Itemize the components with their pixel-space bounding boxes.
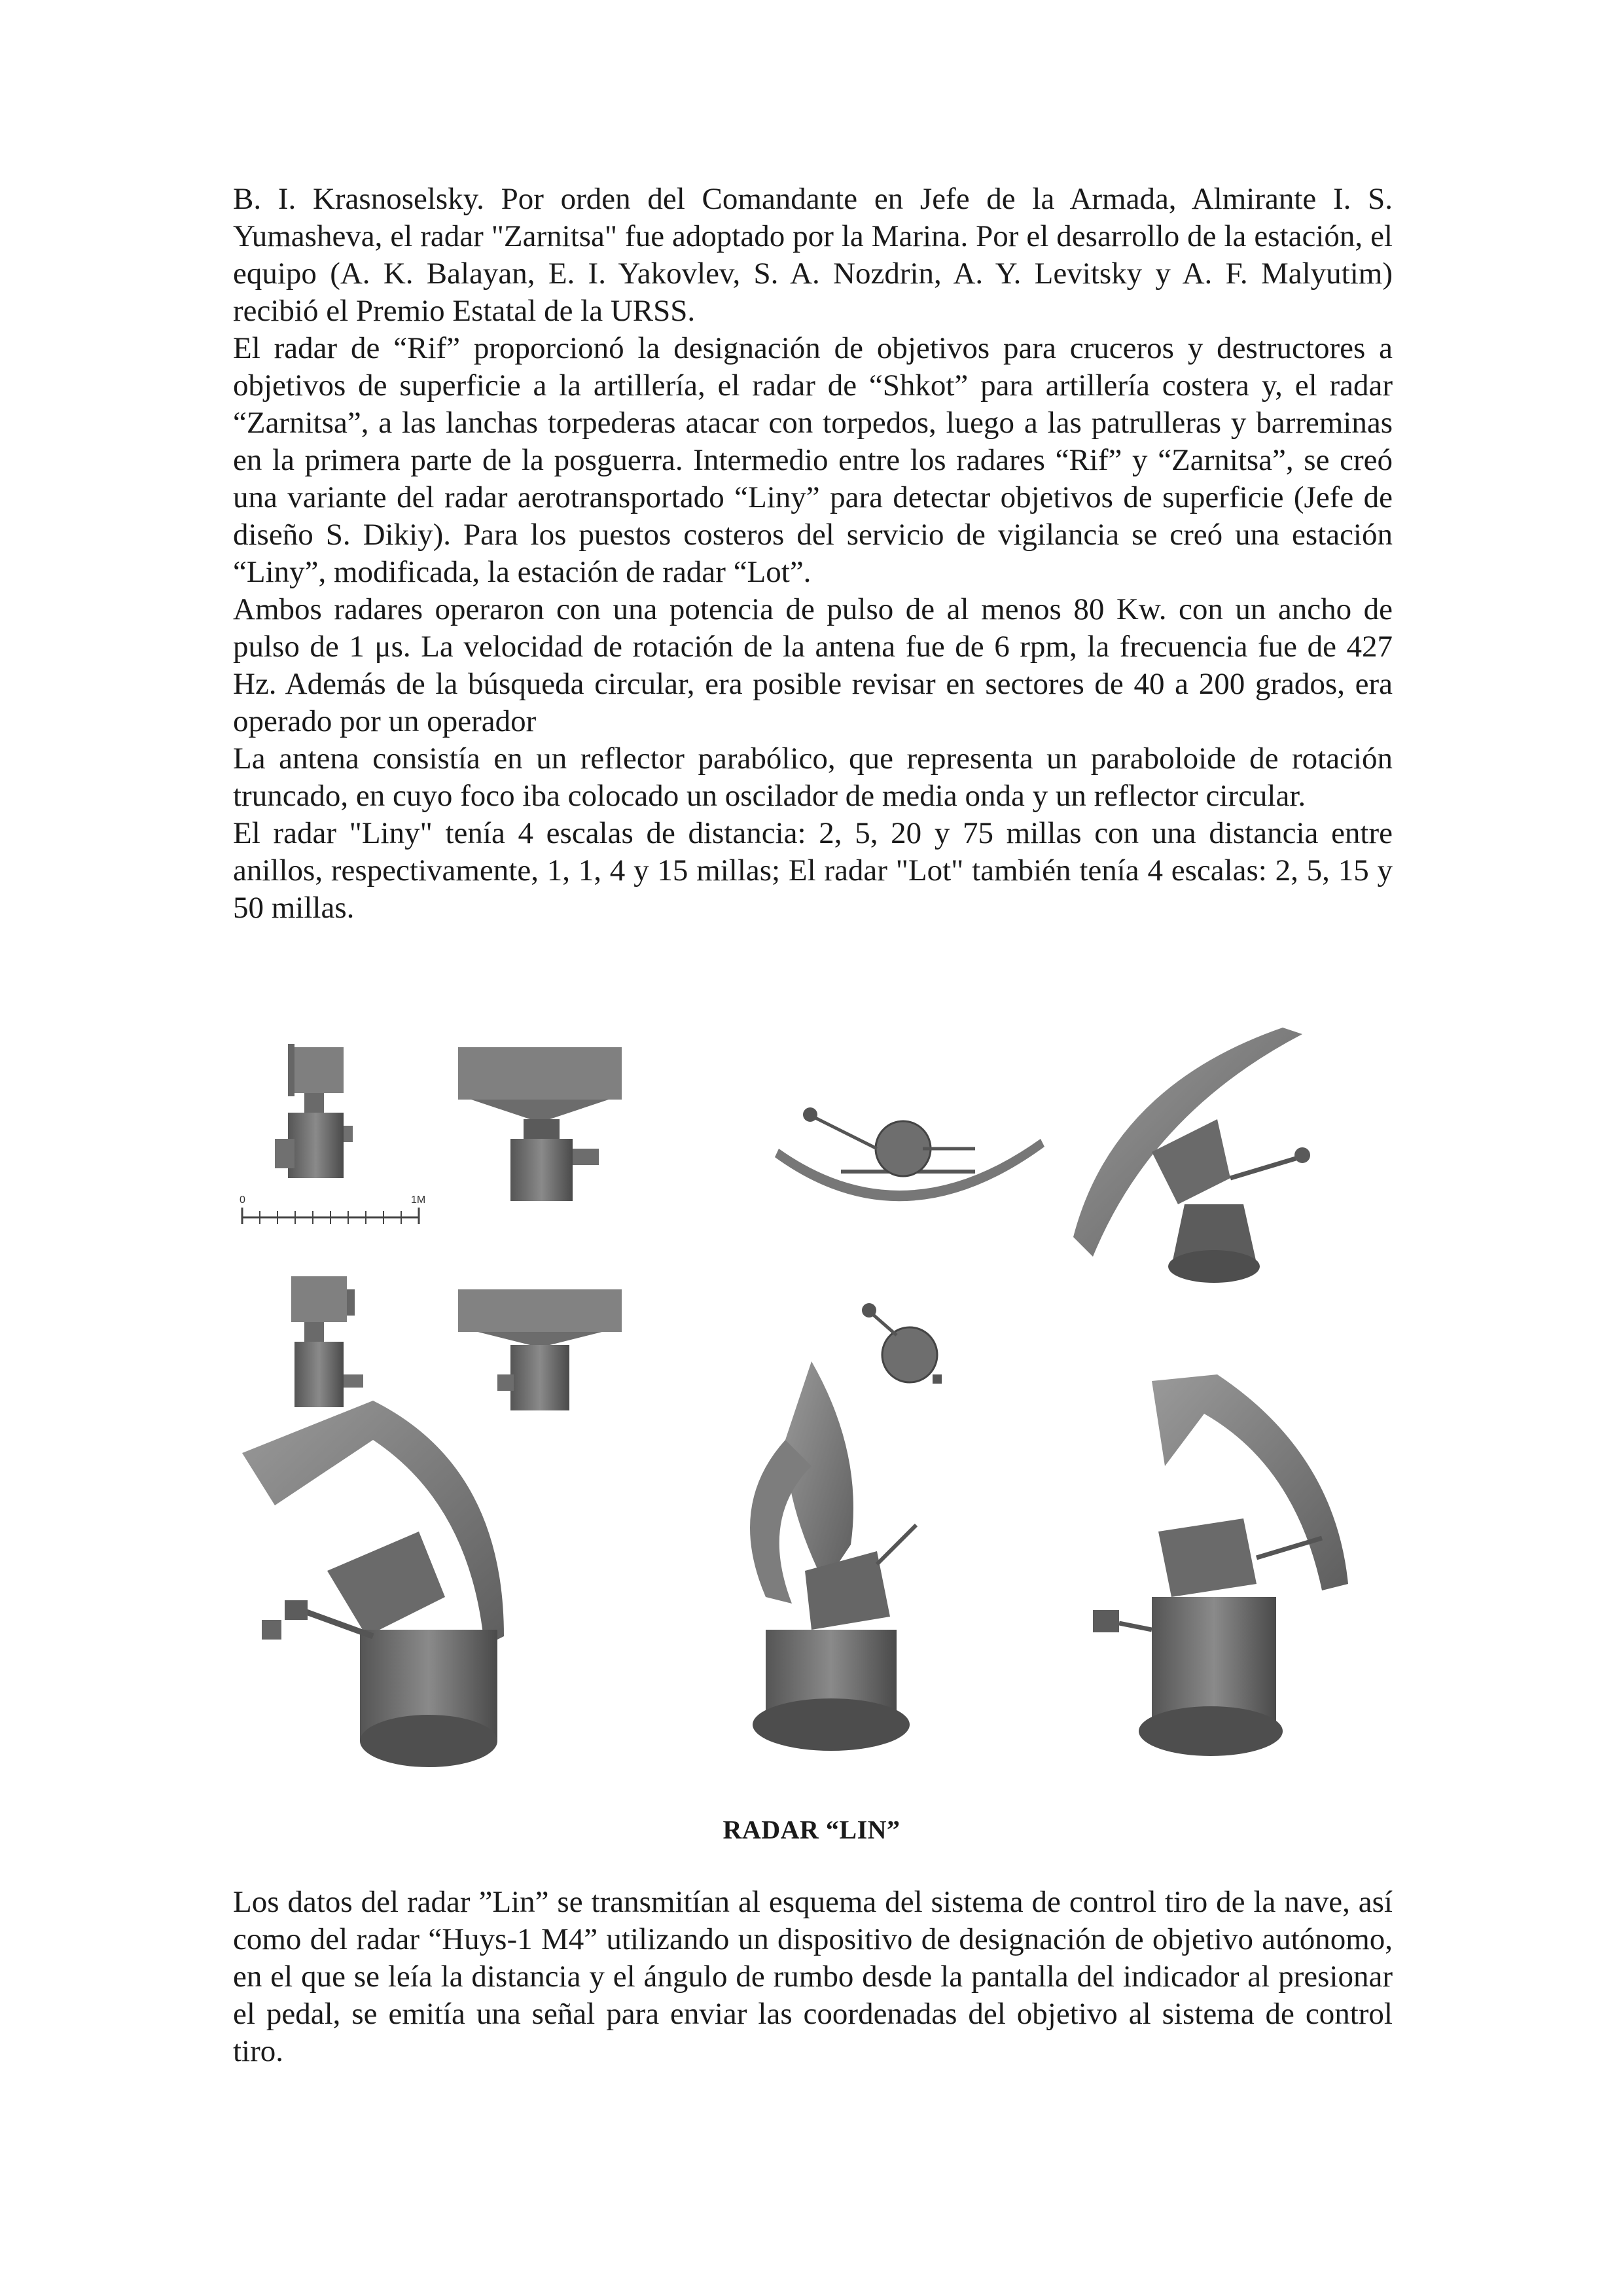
radar-isometric-view-4: [1093, 1374, 1348, 1756]
radar-isometric-view-1: [1073, 1028, 1310, 1283]
paragraph: Ambos radares operaron con una potencia de pulso de al menos 80 Kw. con un ancho de pulso de 1 μs. La velocidad de rotación de la antena fue de 6 rpm, la frecuencia fue de 427 Hz. Además de la búsqueda circular, era posible revisar en sectores de 40 a 200 grados, era operado por un operador: [233, 592, 1393, 738]
radar-front-view-1: [458, 1047, 622, 1201]
radar-side-view-2: [291, 1276, 363, 1407]
scale-end-label: 1M: [411, 1194, 426, 1206]
paragraph: Los datos del radar ”Lin” se transmitían al esquema del sistema de control tiro de la nave, así como del radar “Huys-1 M4” utilizando un dispositivo de designación de objetivo autónomo, en el que se leía la distancia y el ángulo de rumbo desde la pantalla del indicador al presionar el pedal, se emitía una señal para enviar las coordenadas del objetivo al sistema de control tiro.: [233, 1885, 1393, 2068]
body-text-top: [233, 181, 1393, 927]
radar-drawings-figure: [223, 1008, 1400, 1820]
body-text-bottom: [233, 1884, 1393, 2070]
radar-front-view-2: [458, 1289, 622, 1410]
scale-bar: [240, 1194, 425, 1224]
paragraph: El radar "Liny" tenía 4 escalas de distancia: 2, 5, 20 y 75 millas con una distancia entre anillos, respectivamente, 1, 1, 4 y 15 millas; El radar "Lot" también tenía 4 escalas: 2, 5, 15 y 50 millas.: [233, 816, 1393, 925]
radar-top-view-2: [862, 1303, 942, 1384]
paragraph: La antena consistía en un reflector parabólico, que representa un paraboloide de rotación truncado, en cuyo foco iba colocado un oscilador de media onda y un reflector circular.: [233, 742, 1393, 813]
figure-caption: RADAR “LIN”: [722, 1815, 901, 1844]
radar-isometric-view-3: [750, 1361, 916, 1751]
paragraph: El radar de “Rif” proporcionó la designación de objetivos para cruceros y destructores a objetivos de superficie a la artillería, el radar de “Shkot” para artillería costera y, el radar “Zarnitsa”, a las lanchas torpederas atacar con torpedos, luego a las patrulleras y barreminas en la primera parte de la posguerra. Intermedio entre los radares “Rif” y “Zarnitsa”, se creó una variante del radar aerotransportado “Liny” para detectar objetivos de superficie (Jefe de diseño S. Dikiy). Para los puestos costeros del servicio de vigilancia se creó una estación “Liny”, modificada, la estación de radar “Lot”.: [233, 331, 1393, 589]
radar-side-view-1: [275, 1044, 353, 1178]
radar-isometric-view-2: [242, 1401, 504, 1767]
scale-start-label: 0: [240, 1194, 245, 1206]
paragraph: B. I. Krasnoselsky. Por orden del Comandante en Jefe de la Armada, Almirante I. S. Yumasheva, el radar "Zarnitsa" fue adoptado por la Marina. Por el desarrollo de la estación, el equipo (A. K. Balayan, E. I. Yakovlev, S. A. Nozdrin, A. Y. Levitsky y A. F. Malyutim) recibió el Premio Estatal de la URSS.: [233, 182, 1393, 328]
radar-top-view-1: [775, 1107, 1044, 1201]
